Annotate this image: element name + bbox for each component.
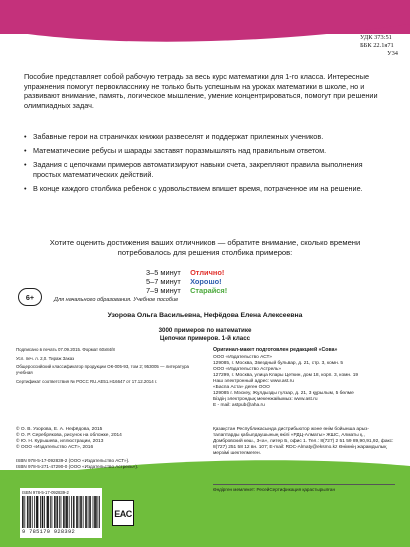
barcode-bar	[52, 496, 53, 528]
eac-mark	[112, 500, 134, 526]
publisher-line: 129085, г. Москва, Звездный бульвар, д. 21, стр. 3, комн. 5	[213, 361, 344, 366]
rating-row	[146, 277, 227, 286]
barcode-bar	[27, 496, 28, 528]
barcode-bar	[44, 496, 45, 528]
barcode-bar	[80, 496, 81, 528]
publisher-line: 127299, г. Москва, улица Клары Цеткин, дом 18, корп. 3, комн. 19	[213, 373, 359, 378]
barcode-bar	[57, 496, 58, 528]
top-band-curve	[0, 0, 410, 44]
udk-line: УДК 373:51	[360, 34, 392, 41]
bbk-line: ББК 22.1я71	[360, 42, 394, 50]
age-rating-badge: 6+	[18, 288, 42, 306]
barcode-bar	[54, 496, 55, 528]
barcode-bar	[99, 496, 100, 528]
rating-row	[146, 268, 227, 277]
barcode-bar	[89, 496, 90, 528]
copyright-line: © О. В. Узорова, Е. А. Нефёдова, 2015	[16, 427, 103, 432]
barcode-bar	[93, 496, 94, 528]
barcode-bar	[76, 496, 77, 528]
barcode-bar	[29, 496, 30, 528]
eac-mark-text: EAC	[114, 509, 132, 519]
print-detail: Подписано в печать 07.09.2015. Формат 60x84/8	[16, 347, 115, 352]
barcode-bar	[43, 496, 44, 528]
book-title	[0, 327, 410, 343]
rating-excellent: Отлично!	[190, 268, 225, 277]
time-ratings	[146, 268, 227, 296]
feature-item: • Математические ребусы и шарады заставят поразмышлять над правильным ответом.	[24, 146, 384, 156]
barcode-bar	[86, 496, 87, 528]
barcode-bar	[69, 496, 70, 528]
copyright-line: © О. Р. Серебрякова, рисунок на обложке, 2014	[16, 433, 122, 438]
barcode-bar	[98, 496, 99, 528]
barcode-bar	[85, 496, 86, 528]
publisher-line: ООО «Издательство Астрель»	[213, 367, 282, 372]
author-mark: У34	[387, 50, 398, 58]
barcode-bar	[24, 496, 25, 528]
rating-try: Старайся!	[190, 286, 228, 296]
barcode-bar	[42, 496, 43, 528]
feature-item: • Задания с цепочками примеров автоматизируют навыки счета, закрепляют правила выполнения простых математических действий.	[24, 160, 384, 179]
barcode-bar	[90, 496, 91, 528]
print-details	[16, 347, 196, 388]
barcode-bar	[96, 496, 97, 528]
barcode-bar	[67, 496, 68, 528]
barcode-bar	[40, 496, 41, 528]
evaluation-question: Хотите оценить достижения ваших отличников — обратите внимание, сколько времени потребовалось для решения столбика примеров:	[49, 238, 361, 257]
barcode-bar	[79, 496, 80, 528]
barcode-bar	[95, 496, 96, 528]
rating-row	[146, 286, 227, 295]
isbn-line: ISBN 978-5-17-092839-2 (ООО «Издательство АСТ»).	[16, 458, 130, 463]
barcode-bar	[22, 496, 23, 528]
barcode-bar	[55, 496, 56, 528]
barcode-isbn-text: ISBN 978-5-17-092839-2	[22, 490, 69, 495]
barcode-bar	[37, 496, 38, 528]
copyright-line: © Ю. Н. Курышева, иллюстрации, 2013	[16, 439, 104, 444]
book-subtitle-line: Цепочки примеров. 1-й класс	[159, 335, 251, 342]
barcode-bar	[36, 496, 37, 528]
barcode-bar	[77, 496, 78, 528]
barcode-bar	[47, 496, 48, 528]
authors: Узорова Ольга Васильевна, Нефёдова Елена Алексеевна	[107, 312, 303, 319]
feature-list	[24, 132, 384, 198]
barcode-bar	[94, 496, 95, 528]
barcode-bar	[32, 496, 33, 528]
barcode	[22, 496, 100, 528]
education-line: Для начального образования. Учебное пособие	[54, 297, 179, 303]
publisher-line: 129085 г. Мәскеу, Жұлдызды гүлзар, д. 21, 3 құрылым, 5 бөлме	[213, 391, 354, 396]
print-detail: Сертификат соответствия № РОСС RU.AE51.H16647 от 17.12.2014 г.	[16, 378, 158, 384]
book-title-line: 3000 примеров по математике	[158, 327, 252, 334]
barcode-bar	[61, 496, 62, 528]
publisher-line: Біздің электрондық мекенжайымыз: www.ast.ru	[213, 397, 318, 402]
barcode-bar	[64, 496, 65, 528]
udk-codes	[360, 34, 404, 59]
barcode-bar	[28, 496, 29, 528]
barcode-bar	[30, 496, 31, 528]
barcode-bar	[63, 496, 64, 528]
barcode-bar	[47, 496, 48, 528]
barcode-bar	[71, 496, 72, 528]
print-detail: Общероссийский классификатор продукции ОК-005-93, том 2; 953005 — литература учебная	[16, 364, 189, 376]
isbn-block	[16, 458, 196, 470]
barcode-bar	[38, 496, 39, 528]
rating-good: Хорошо!	[190, 277, 222, 287]
publisher-line: Оригинал-макет подготовлен редакцией «Сова»	[213, 347, 338, 353]
barcode-bar	[74, 496, 75, 528]
barcode-bar	[83, 496, 84, 528]
publisher-line: ООО «Издательство АСТ»	[213, 355, 272, 360]
feature-item: • В конце каждого столбика ребенок с удовольствием впишет время, потраченное им на решение.	[24, 184, 384, 194]
intro-paragraph: Пособие представляет собой рабочую тетрадь за весь курс математики для 1-го класса. Интересные упражнения помогут первокласснику не только быть успешным на уроках математики в школе, но и развивают внимание, память, логическое мышление, умение концентрироваться, помогут при решении олимпиадных задач.	[24, 72, 378, 110]
print-detail: Усл. печ. л. 2,0. Тираж Заказ	[16, 355, 75, 361]
barcode-bar	[23, 496, 24, 528]
barcode-bar	[66, 496, 67, 528]
barcode-bar	[50, 496, 51, 528]
barcode-bar	[88, 496, 89, 528]
copyright-line: © ООО «Издательство АСТ», 2016	[16, 445, 94, 450]
rating-time: 7–9 минут	[146, 286, 181, 296]
publisher-details	[213, 347, 395, 409]
rating-time: 3–5 минут	[146, 268, 181, 277]
publisher-line: Наш электронный адрес: www.ast.ru	[213, 379, 294, 384]
barcode-bar	[73, 496, 74, 528]
publisher-line: «Баспа Аста» деген ООО	[213, 385, 270, 390]
barcode-bar	[34, 496, 35, 528]
barcode-bar	[81, 496, 82, 528]
barcode-digits: 9 785170 928392	[22, 529, 76, 535]
barcode-bar	[59, 496, 60, 528]
copyright-block	[16, 427, 196, 451]
certification-note: Өндірген мемлекет: РесейСертификация қарастырылған	[213, 484, 395, 493]
isbn-line: ISBN 978-5-271-47290-0 (ООО «Издательство Астрель»).	[16, 463, 139, 469]
barcode-bar	[56, 496, 57, 528]
publisher-line: E - mail: astpub@aha.ru	[213, 403, 265, 408]
distributor-info: Қазақстан Республикасында дистрибьютор және өнім бойынша арыз-талаптарды қабылдаушының өкілі «РДЦ-Алматы» ЖШС, Алматы қ., Домбровский көш., 3«а», литер Б, офис 1. Тел.: 8(727) 2 51 59 89,90,91,92, факс: 8(727) 251 58 12 вн. 107; E-mail: RDC-Almaty@eksmo.kz Өнімнің жарамдылық мерзімі шектелмеген.	[213, 427, 394, 456]
feature-item: • Забавные герои на страничках книжки развеселят и поддержат прилежных учеников.	[24, 132, 384, 142]
barcode-bar	[48, 496, 49, 528]
barcode-bar	[66, 496, 67, 528]
rating-time: 5–7 минут	[146, 277, 181, 287]
